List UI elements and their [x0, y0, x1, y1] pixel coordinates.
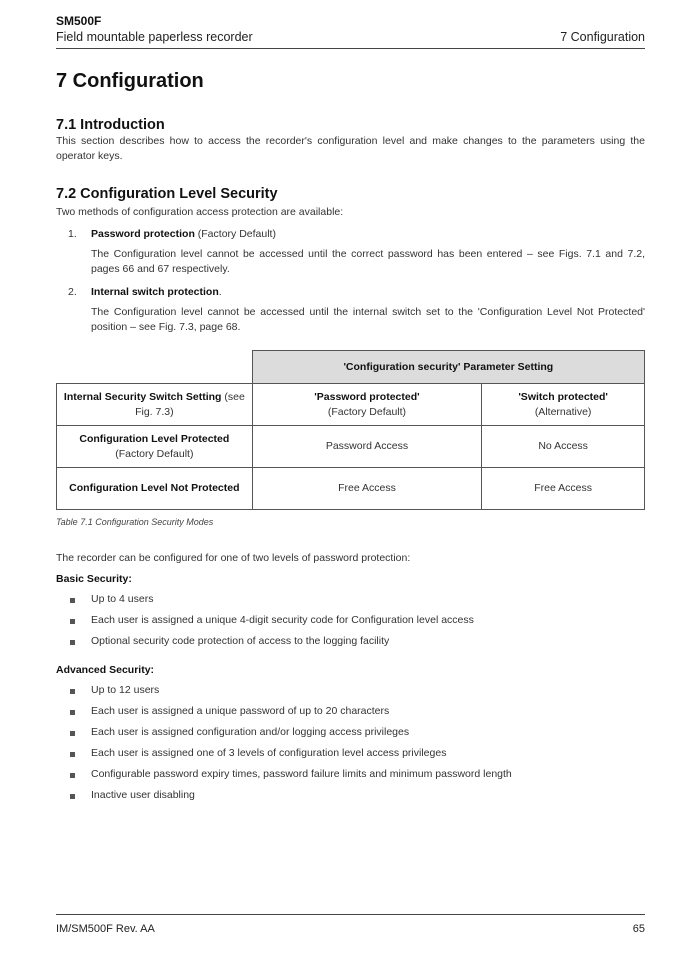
- table-cell: No Access: [482, 426, 645, 468]
- header-divider: [56, 48, 645, 49]
- col-header-rest: (Alternative): [534, 405, 592, 418]
- bullet-icon: [70, 731, 75, 736]
- table-row: [57, 426, 645, 468]
- col-header-rest: (Factory Default): [327, 405, 407, 418]
- row-label: [57, 426, 253, 468]
- levels-intro: The recorder can be configured for one of two levels of password protection:: [56, 552, 411, 564]
- table-caption: Table 7.1 Configuration Security Modes: [56, 517, 214, 527]
- list-item: Inactive user disabling: [91, 789, 195, 801]
- list-item: Each user is assigned a unique password of up to 20 characters: [91, 705, 390, 717]
- advanced-heading: Advanced Security:: [56, 664, 155, 676]
- bullet-icon: [70, 752, 75, 757]
- table-row-header: [57, 384, 253, 426]
- row-label-rest: (Factory Default): [115, 447, 194, 460]
- bullet-icon: [70, 794, 75, 799]
- basic-heading: Basic Security:: [56, 573, 132, 585]
- method-title-rest: (Factory Default): [194, 228, 276, 240]
- list-item: Each user is assigned configuration and/or logging access privileges: [91, 726, 410, 738]
- table-corner: [57, 351, 253, 384]
- footer-divider: [56, 914, 645, 915]
- method-title: [91, 286, 222, 298]
- footer-doc-id: IM/SM500F Rev. AA: [56, 923, 155, 935]
- bullet-icon: [70, 773, 75, 778]
- table-cell: Password Access: [252, 426, 482, 468]
- method-description: The Configuration level cannot be accessed until the correct password has been entered – see Figs. 7.1 and 7.2, pages 66 and 67 respectively.: [91, 248, 645, 275]
- table-row: [57, 468, 645, 510]
- row-header-rest: (see Fig. 7.3): [135, 390, 245, 418]
- bullet-icon: [70, 598, 75, 603]
- row-header-bold: Internal Security Switch Setting: [63, 390, 222, 403]
- method-description: The Configuration level cannot be accessed until the internal switch set to the 'Configuration Level Not Protected' position – see Fig. 7.3, page 68.: [91, 306, 645, 333]
- table-col-header: [252, 384, 482, 426]
- header-subtitle: Field mountable paperless recorder: [56, 30, 253, 44]
- list-number: 1.: [68, 228, 77, 240]
- list-number: 2.: [68, 286, 77, 298]
- page-number: 65: [632, 923, 645, 935]
- list-item: Up to 12 users: [91, 684, 160, 696]
- method-title-rest: .: [218, 286, 222, 298]
- list-item: Each user is assigned a unique 4-digit security code for Configuration level access: [91, 614, 474, 626]
- bullet-icon: [70, 710, 75, 715]
- list-item: Up to 4 users: [91, 593, 154, 605]
- row-label-bold: Configuration Level Protected: [79, 432, 230, 445]
- list-item: Optional security code protection of access to the logging facility: [91, 635, 390, 647]
- intro-heading: 7.1 Introduction: [56, 117, 165, 133]
- security-lead: Two methods of configuration access protection are available:: [56, 206, 344, 218]
- row-label-bold: Configuration Level Not Protected: [69, 482, 240, 494]
- table-top-header: 'Configuration security' Parameter Setting: [252, 351, 644, 384]
- table-cell: Free Access: [252, 468, 482, 510]
- intro-text: This section describes how to access the recorder's configuration level and make changes to the parameters using the operator keys.: [56, 135, 645, 162]
- list-item: Configurable password expiry times, password failure limits and minimum password length: [91, 768, 512, 780]
- security-heading: 7.2 Configuration Level Security: [56, 186, 278, 202]
- col-header-bold: 'Password protected': [314, 390, 420, 403]
- col-header-bold: 'Switch protected': [518, 390, 608, 403]
- security-modes-table: [56, 350, 645, 510]
- list-item: Each user is assigned one of 3 levels of configuration level access privileges: [91, 747, 447, 759]
- table-col-header: [482, 384, 645, 426]
- table-cell: Free Access: [482, 468, 645, 510]
- chapter-title: 7 Configuration: [56, 70, 204, 92]
- bullet-icon: [70, 640, 75, 645]
- header-model: SM500F: [56, 14, 102, 28]
- bullet-icon: [70, 689, 75, 694]
- method-title-bold: Password protection: [91, 228, 195, 240]
- method-title: [91, 228, 276, 240]
- method-title-bold: Internal switch protection: [91, 286, 219, 298]
- row-label: [57, 468, 253, 510]
- manual-page: [56, 0, 645, 960]
- bullet-icon: [70, 619, 75, 624]
- header-section: 7 Configuration: [560, 30, 645, 44]
